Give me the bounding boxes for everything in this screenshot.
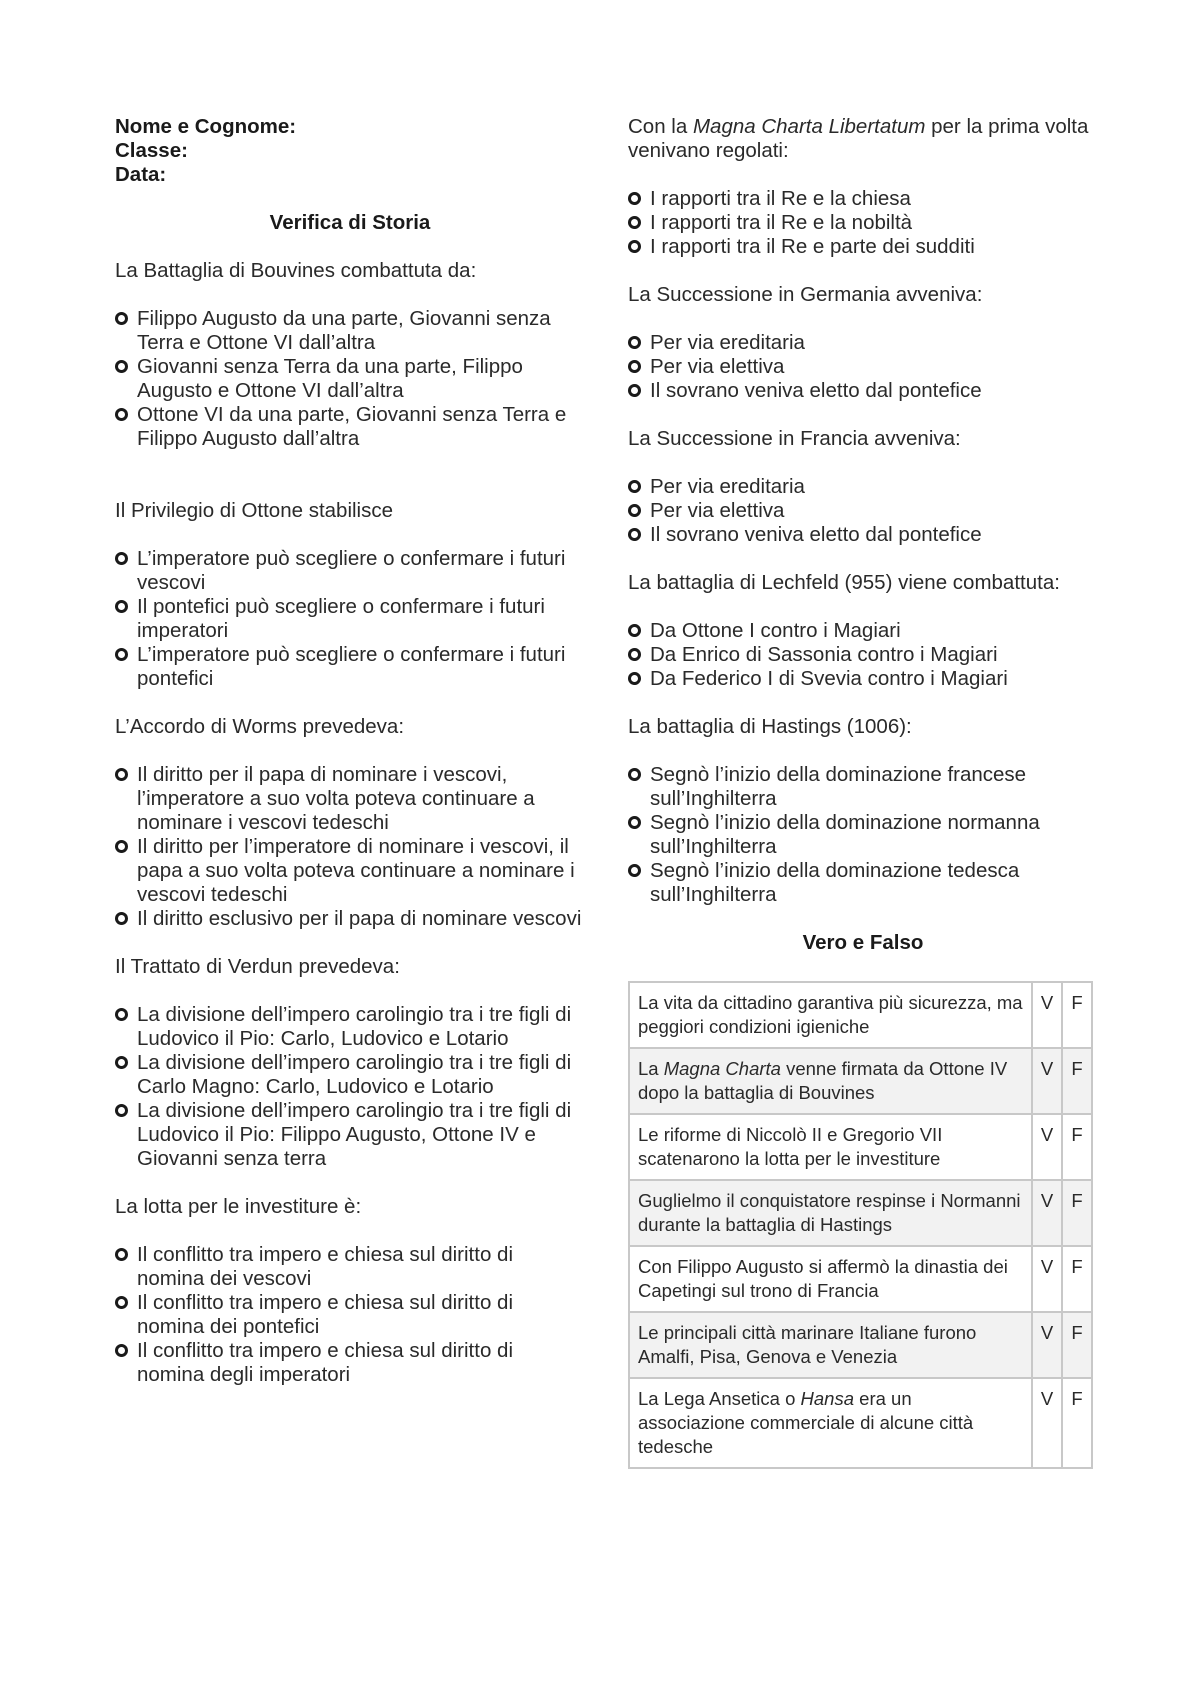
option-label: La divisione dell’impero carolingio tra i tre figli di Ludovico il Pio: Filippo Augusto, Ottone IV e Giovanni senza terra [137, 1099, 572, 1170]
table-row [629, 1378, 1092, 1468]
radio-circle-icon[interactable] [115, 768, 128, 781]
option-item[interactable] [115, 1051, 585, 1099]
radio-circle-icon[interactable] [115, 912, 128, 925]
statement-cell [629, 1246, 1032, 1312]
radio-circle-icon[interactable] [628, 672, 641, 685]
true-false-title: Vero e Falso [802, 931, 924, 954]
option-label: I rapporti tra il Re e parte dei sudditi [650, 235, 975, 258]
true-option[interactable]: V [1032, 1312, 1062, 1378]
table-row [629, 982, 1092, 1048]
radio-circle-icon[interactable] [115, 360, 128, 373]
option-item[interactable] [115, 1003, 585, 1051]
option-item[interactable] [115, 595, 585, 643]
radio-circle-icon[interactable] [628, 480, 641, 493]
statement-text-end: venne firmata da Ottone IV dopo la battaglia di Bouvines [638, 1058, 1008, 1103]
option-item[interactable] [628, 379, 1098, 403]
option-label: Per via ereditaria [650, 331, 805, 354]
false-option[interactable]: F [1062, 982, 1092, 1048]
radio-circle-icon[interactable] [628, 360, 641, 373]
option-label: Segnò l’inizio della dominazione tedesca sull’Inghilterra [650, 859, 1020, 906]
option-label: Il sovrano veniva eletto dal pontefice [650, 379, 982, 402]
option-label: Il conflitto tra impero e chiesa sul diritto di nomina dei vescovi [137, 1243, 513, 1290]
date-label: Data: [115, 163, 167, 186]
option-label: Filippo Augusto da una parte, Giovanni senza Terra e Ottone VI dall’altra [137, 307, 551, 354]
statement-cell [629, 1180, 1032, 1246]
page-title: Verifica di Storia [269, 211, 431, 234]
option-item[interactable] [628, 859, 1098, 907]
statement-text: La Lega Ansetica o [638, 1388, 801, 1409]
option-item[interactable] [628, 523, 1098, 547]
option-item[interactable] [115, 403, 585, 451]
option-label: Da Enrico di Sassonia contro i Magiari [650, 643, 998, 666]
radio-circle-icon[interactable] [115, 408, 128, 421]
option-item[interactable] [115, 1243, 585, 1291]
radio-circle-icon[interactable] [115, 600, 128, 613]
option-item[interactable] [115, 1099, 585, 1171]
false-option[interactable]: F [1062, 1246, 1092, 1312]
option-list [115, 763, 585, 931]
statement-cell [629, 1114, 1032, 1180]
class-label: Classe: [115, 139, 188, 162]
statement-text: Guglielmo il conquistatore respinse i Normanni durante la battaglia di Hastings [638, 1190, 1021, 1235]
option-label: La divisione dell’impero carolingio tra i tre figli di Ludovico il Pio: Carlo, Ludovico e Lotario [137, 1003, 572, 1050]
question-text: La Successione in Germania avveniva: [628, 283, 983, 306]
statement-text: Le principali città marinare Italiane furono Amalfi, Pisa, Genova e Venezia [638, 1322, 977, 1367]
radio-circle-icon[interactable] [115, 1296, 128, 1309]
radio-circle-icon[interactable] [115, 1344, 128, 1357]
true-option[interactable]: V [1032, 1180, 1062, 1246]
option-label: Per via elettiva [650, 355, 785, 378]
option-label: Il diritto esclusivo per il papa di nominare vescovi [137, 907, 582, 930]
radio-circle-icon[interactable] [628, 216, 641, 229]
question-text-prefix: Con la [628, 115, 693, 138]
question-text: La battaglia di Lechfeld (955) viene combattuta: [628, 571, 1060, 594]
option-list [115, 1003, 585, 1171]
table-row [629, 1048, 1092, 1114]
radio-circle-icon[interactable] [628, 504, 641, 517]
option-item[interactable] [115, 1339, 585, 1387]
question-text-italic: Magna Charta Libertatum [692, 115, 926, 138]
radio-circle-icon[interactable] [628, 648, 641, 661]
radio-circle-icon[interactable] [115, 648, 128, 661]
option-label: Segnò l’inizio della dominazione normanna sull’Inghilterra [650, 811, 1040, 858]
right-column [628, 115, 1098, 1469]
radio-circle-icon[interactable] [628, 336, 641, 349]
true-false-table [628, 981, 1093, 1469]
option-label: Il pontefici può scegliere o confermare i futuri imperatori [137, 595, 545, 642]
table-row [629, 1114, 1092, 1180]
option-label: Il sovrano veniva eletto dal pontefice [650, 523, 982, 546]
radio-circle-icon[interactable] [628, 864, 641, 877]
option-item[interactable] [628, 235, 1098, 259]
radio-circle-icon[interactable] [115, 1104, 128, 1117]
statement-italic: Magna Charta [663, 1058, 781, 1079]
true-option[interactable]: V [1032, 1048, 1062, 1114]
statement-text: Con Filippo Augusto si affermò la dinastia dei Capetingi sul trono di Francia [638, 1256, 1008, 1301]
option-label: I rapporti tra il Re e la nobiltà [650, 211, 913, 234]
option-label: Per via elettiva [650, 499, 785, 522]
true-option[interactable]: V [1032, 1378, 1062, 1468]
question-text: La battaglia di Hastings (1006): [628, 715, 912, 738]
option-list [115, 307, 585, 451]
radio-circle-icon[interactable] [628, 240, 641, 253]
false-option[interactable]: F [1062, 1312, 1092, 1378]
option-item[interactable] [115, 307, 585, 355]
right-question-list [628, 283, 1098, 907]
radio-circle-icon[interactable] [115, 1008, 128, 1021]
option-item[interactable] [628, 667, 1098, 691]
radio-circle-icon[interactable] [628, 624, 641, 637]
statement-cell [629, 982, 1032, 1048]
option-label: Da Federico I di Svevia contro i Magiari [650, 667, 1008, 690]
option-label: Il conflitto tra impero e chiesa sul diritto di nomina degli imperatori [137, 1339, 513, 1386]
option-item[interactable] [115, 835, 585, 907]
option-item[interactable] [628, 355, 1098, 379]
statement-text: La vita da cittadino garantiva più sicurezza, ma peggiori condizioni igieniche [638, 992, 1023, 1037]
question-magna-charta [628, 115, 1098, 163]
radio-circle-icon[interactable] [115, 552, 128, 565]
radio-circle-icon[interactable] [628, 192, 641, 205]
question-text: La Battaglia di Bouvines combattuta da: [115, 259, 477, 282]
radio-circle-icon[interactable] [115, 312, 128, 325]
name-label: Nome e Cognome: [115, 115, 297, 138]
radio-circle-icon[interactable] [115, 840, 128, 853]
option-item[interactable] [628, 475, 1098, 499]
option-item[interactable] [115, 1291, 585, 1339]
question-text: L’Accordo di Worms prevedeva: [115, 715, 405, 738]
false-option[interactable]: F [1062, 1378, 1092, 1468]
option-label: Il diritto per l’imperatore di nominare i vescovi, il papa a suo volta poteva continuare a nominare i vescovi tedeschi [137, 835, 575, 906]
option-label: L’imperatore può scegliere o confermare i futuri vescovi [137, 547, 566, 594]
false-option[interactable]: F [1062, 1180, 1092, 1246]
option-list [628, 331, 1098, 403]
option-item[interactable] [628, 763, 1098, 811]
option-label: Per via ereditaria [650, 475, 805, 498]
option-label: Da Ottone I contro i Magiari [650, 619, 901, 642]
option-list [628, 187, 1098, 259]
question-text-suffix: per la prima volta venivano regolati: [628, 115, 1089, 162]
option-label: I rapporti tra il Re e la chiesa [650, 187, 911, 210]
statement-cell [629, 1312, 1032, 1378]
true-option[interactable]: V [1032, 1246, 1062, 1312]
question-text: La lotta per le investiture è: [115, 1195, 362, 1218]
option-item[interactable] [115, 643, 585, 691]
option-list [628, 475, 1098, 547]
radio-circle-icon[interactable] [628, 768, 641, 781]
statement-cell [629, 1378, 1032, 1468]
false-option[interactable]: F [1062, 1114, 1092, 1180]
table-row [629, 1312, 1092, 1378]
statement-cell [629, 1048, 1032, 1114]
table-row [629, 1180, 1092, 1246]
option-item[interactable] [628, 643, 1098, 667]
statement-text: Le riforme di Niccolò II e Gregorio VII scatenarono la lotta per le investiture [638, 1124, 943, 1169]
option-item[interactable] [628, 187, 1098, 211]
question-text: La Successione in Francia avveniva: [628, 427, 961, 450]
option-item[interactable] [115, 907, 585, 931]
true-option[interactable]: V [1032, 982, 1062, 1048]
option-item[interactable] [628, 331, 1098, 355]
question-text: Il Trattato di Verdun prevedeva: [115, 955, 400, 978]
option-item[interactable] [628, 499, 1098, 523]
radio-circle-icon[interactable] [628, 384, 641, 397]
option-label: L’imperatore può scegliere o confermare i futuri pontefici [137, 643, 566, 690]
left-question-list [115, 259, 585, 1387]
option-list [628, 763, 1098, 907]
option-label: Il diritto per il papa di nominare i vescovi, l’imperatore a suo volta poteva continuare a nominare i vescovi tedeschi [137, 763, 535, 834]
option-item[interactable] [628, 619, 1098, 643]
radio-circle-icon[interactable] [115, 1248, 128, 1261]
option-label: Ottone VI da una parte, Giovanni senza Terra e Filippo Augusto dall’altra [137, 403, 567, 450]
statement-text: La [638, 1058, 664, 1079]
option-item[interactable] [115, 547, 585, 595]
table-row [629, 1246, 1092, 1312]
radio-circle-icon[interactable] [628, 528, 641, 541]
true-option[interactable]: V [1032, 1114, 1062, 1180]
false-option[interactable]: F [1062, 1048, 1092, 1114]
option-list [115, 1243, 585, 1387]
statement-italic: Hansa [800, 1388, 855, 1409]
option-label: Segnò l’inizio della dominazione francese sull’Inghilterra [650, 763, 1027, 810]
question-text: Il Privilegio di Ottone stabilisce [115, 499, 394, 522]
option-list [628, 619, 1098, 691]
statement-text-end: era un associazione commerciale di alcune città tedesche [638, 1388, 974, 1457]
radio-circle-icon[interactable] [115, 1056, 128, 1069]
radio-circle-icon[interactable] [628, 816, 641, 829]
option-item[interactable] [115, 763, 585, 835]
option-item[interactable] [628, 211, 1098, 235]
option-label: La divisione dell’impero carolingio tra i tre figli di Carlo Magno: Carlo, Ludovico e Lotario [137, 1051, 572, 1098]
option-item[interactable] [115, 355, 585, 403]
option-label: Il conflitto tra impero e chiesa sul diritto di nomina dei pontefici [137, 1291, 513, 1338]
option-item[interactable] [628, 811, 1098, 859]
left-column [115, 115, 585, 1411]
option-label: Giovanni senza Terra da una parte, Filippo Augusto e Ottone VI dall’altra [137, 355, 523, 402]
option-list [115, 547, 585, 691]
